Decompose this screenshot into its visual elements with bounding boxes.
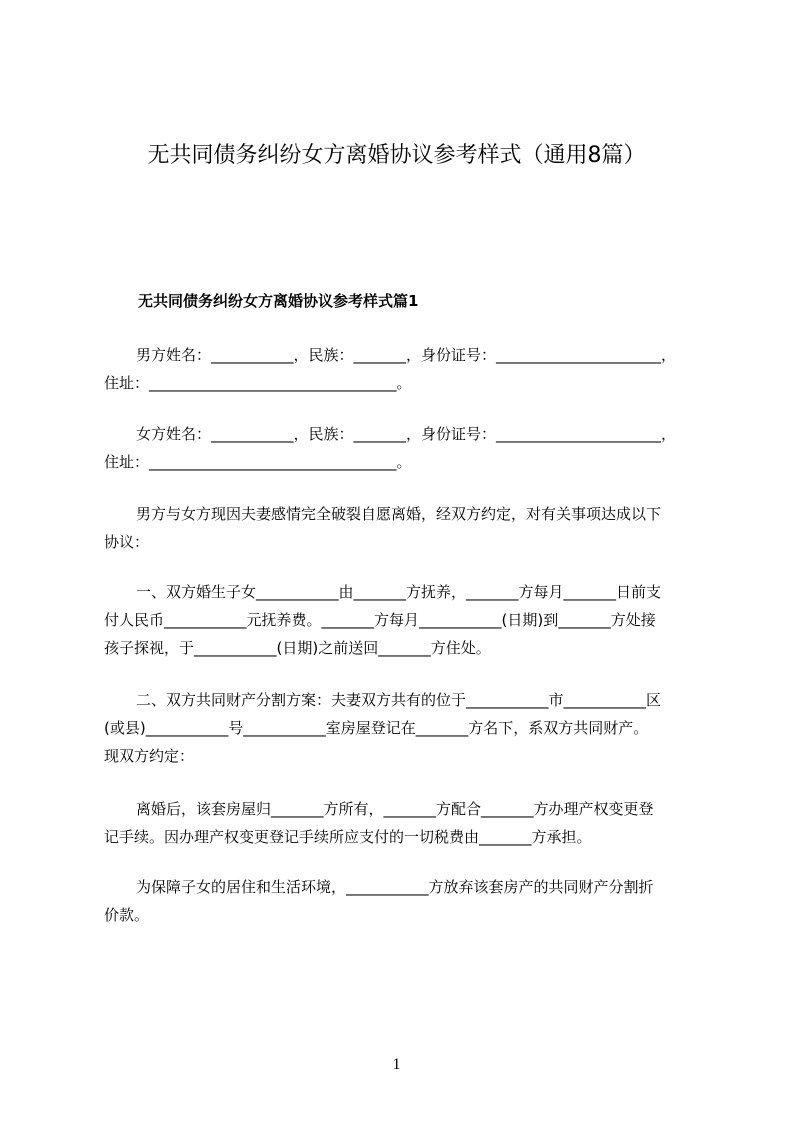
living-environment-paragraph bbox=[104, 873, 700, 929]
paragraph-line: 孩子探视，于___________(日期)之前送回_______方住处。 bbox=[104, 639, 491, 657]
paragraph-line: 记手续。因办理产权变更登记手续所应支付的一切税费由_______方承担。 bbox=[104, 828, 592, 846]
paragraph-line: 男方姓名：___________，民族：_______，身份证号：______________________， bbox=[136, 346, 677, 364]
paragraph-line: (或县)___________号___________室房屋登记在_______方名下，系双方共同财产。 bbox=[104, 719, 649, 737]
female-party-paragraph bbox=[104, 420, 700, 476]
paragraph-line: 付人民币___________元抚养费。_______方每月___________(日期)到_______方处接 bbox=[104, 611, 656, 629]
paragraph-line: 价款。 bbox=[104, 906, 150, 924]
child-custody-paragraph bbox=[104, 578, 700, 662]
property-division-paragraph bbox=[104, 686, 700, 770]
section-heading: 无共同债务纠纷女方离婚协议参考样式篇1 bbox=[138, 292, 419, 310]
paragraph-line: 住址：_________________________________。 bbox=[104, 453, 412, 471]
paragraph-line: 现双方约定： bbox=[104, 747, 195, 765]
paragraph-line: 离婚后，该套房屋归_______方所有，_______方配合_______方办理产权变更登 bbox=[136, 800, 654, 818]
page-number: 1 bbox=[392, 1056, 401, 1073]
paragraph-line: 女方姓名：___________，民族：_______，身份证号：______________________， bbox=[136, 425, 677, 443]
paragraph-line: 二、双方共同财产分割方案：夫妻双方共有的位于___________市___________区 bbox=[136, 691, 662, 709]
document-title: 无共同债务纠纷女方离婚协议参考样式（通用8篇） bbox=[147, 143, 646, 168]
paragraph-line: 一、双方婚生子女___________由_______方抚养，_______方每月_______日前支 bbox=[136, 583, 662, 601]
male-party-paragraph bbox=[104, 341, 700, 397]
agreement-intro-paragraph bbox=[104, 500, 700, 556]
house-ownership-paragraph bbox=[104, 795, 700, 851]
paragraph-line: 为保障子女的居住和生活环境，___________方放弃该套房产的共同财产分割折 bbox=[136, 878, 654, 896]
paragraph-line: 住址：_________________________________。 bbox=[104, 374, 412, 392]
paragraph-line: 协议： bbox=[104, 533, 150, 551]
paragraph-line: 男方与女方现因夫妻感情完全破裂自愿离婚，经双方约定，对有关事项达成以下 bbox=[136, 505, 662, 523]
